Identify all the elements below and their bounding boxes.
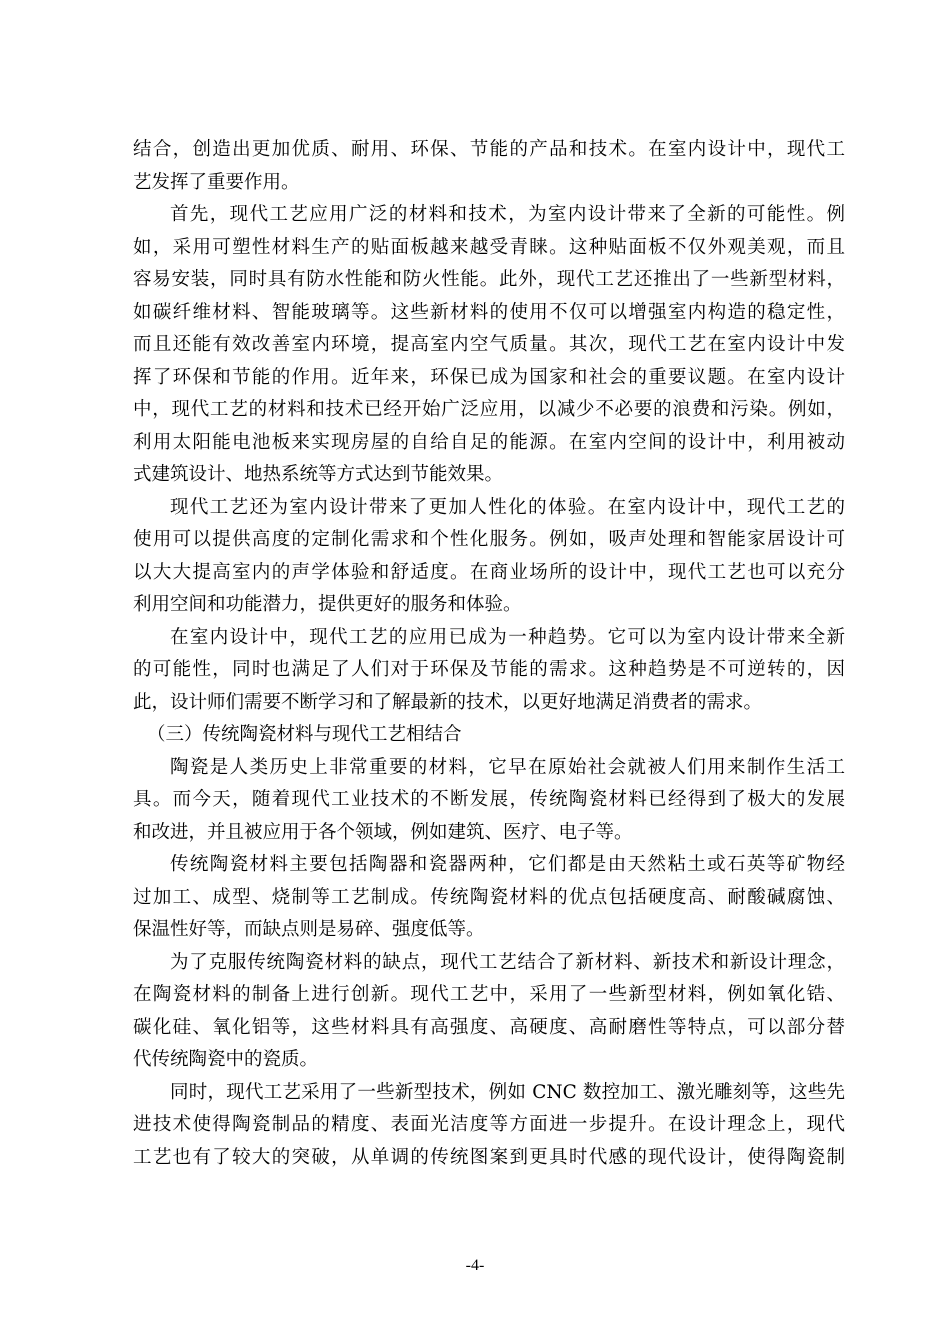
text-line: 如碳纤维材料、智能玻璃等。这些新材料的使用不仅可以增强室内构造的稳定性， <box>133 301 845 323</box>
text-line: 中，现代工艺的材料和技术已经开始广泛应用，以减少不必要的浪费和污染。例如， <box>133 399 845 420</box>
page-number: -4- <box>465 1257 485 1274</box>
text-line: 此，设计师们需要不断学习和了解最新的技术，以更好地满足消费者的需求。 <box>133 691 763 713</box>
text-line: 容易安装，同时具有防水性能和防火性能。此外，现代工艺还推出了一些新型材料， <box>133 269 845 290</box>
text-line: 首先，现代工艺应用广泛的材料和技术，为室内设计带来了全新的可能性。例 <box>170 204 845 225</box>
text-line: 过加工、成型、烧制等工艺制成。传统陶瓷材料的优点包括硬度高、耐酸碱腐蚀、 <box>133 886 845 908</box>
text-line: 现代工艺还为室内设计带来了更加人性化的体验。在室内设计中，现代工艺的 <box>170 496 845 518</box>
text-line: 挥了环保和节能的作用。近年来，环保已成为国家和社会的重要议题。在室内设计 <box>133 366 845 388</box>
text-line: 艺发挥了重要作用。 <box>133 171 300 193</box>
text-line: 工艺也有了较大的突破，从单调的传统图案到更具时代感的现代设计，使得陶瓷制 <box>133 1146 845 1168</box>
text-line: 结合，创造出更加优质、耐用、环保、节能的产品和技术。在室内设计中，现代工 <box>133 139 845 160</box>
text-line: 保温性好等，而缺点则是易碎、强度低等。 <box>133 919 485 940</box>
text-line: 代传统陶瓷中的瓷质。 <box>133 1049 319 1070</box>
text-line: 具。而今天，随着现代工业技术的不断发展，传统陶瓷材料已经得到了极大的发展 <box>133 789 845 810</box>
text-line: 传统陶瓷材料主要包括陶器和瓷器两种，它们都是由天然粘土或石英等矿物经 <box>170 854 845 875</box>
text-line: 在陶瓷材料的制备上进行创新。现代工艺中，采用了一些新型材料，例如氧化锆、 <box>133 984 845 1005</box>
section-heading: （三）传统陶瓷材料与现代工艺相结合 <box>147 724 462 745</box>
text-line: 在室内设计中，现代工艺的应用已成为一种趋势。它可以为室内设计带来全新 <box>170 626 845 648</box>
text-line: 的可能性，同时也满足了人们对于环保及节能的需求。这种趋势是不可逆转的，因 <box>133 659 845 680</box>
text-line: 为了克服传统陶瓷材料的缺点，现代工艺结合了新材料、新技术和新设计理念， <box>170 951 845 973</box>
text-line: 而且还能有效改善室内环境，提高室内空气质量。其次，现代工艺在室内设计中发 <box>133 334 845 355</box>
text-line: 陶瓷是人类历史上非常重要的材料，它早在原始社会就被人们用来制作生活工 <box>170 756 845 778</box>
text-line: 利用空间和功能潜力，提供更好的服务和体验。 <box>133 594 522 615</box>
page-body <box>133 134 845 1174</box>
text-line: 同时，现代工艺采用了一些新型技术，例如 CNC 数控加工、激光雕刻等，这些先 <box>170 1081 845 1103</box>
text-line: 碳化硅、氧化铝等，这些材料具有高强度、高硬度、高耐磨性等特点，可以部分替 <box>133 1016 845 1038</box>
text-line: 以大大提高室内的声学体验和舒适度。在商业场所的设计中，现代工艺也可以充分 <box>133 561 845 583</box>
text-line: 和改进，并且被应用于各个领域，例如建筑、医疗、电子等。 <box>133 821 633 843</box>
text-line: 利用太阳能电池板来实现房屋的自给自足的能源。在室内空间的设计中，利用被动 <box>133 431 845 453</box>
text-line: 使用可以提供高度的定制化需求和个性化服务。例如，吸声处理和智能家居设计可 <box>133 529 845 550</box>
text-line: 进技术使得陶瓷制品的精度、表面光洁度等方面进一步提升。在设计理念上，现代 <box>133 1114 845 1135</box>
text-line: 如，采用可塑性材料生产的贴面板越来越受青睐。这种贴面板不仅外观美观，而且 <box>133 236 845 258</box>
text-line: 式建筑设计、地热系统等方式达到节能效果。 <box>133 464 504 485</box>
